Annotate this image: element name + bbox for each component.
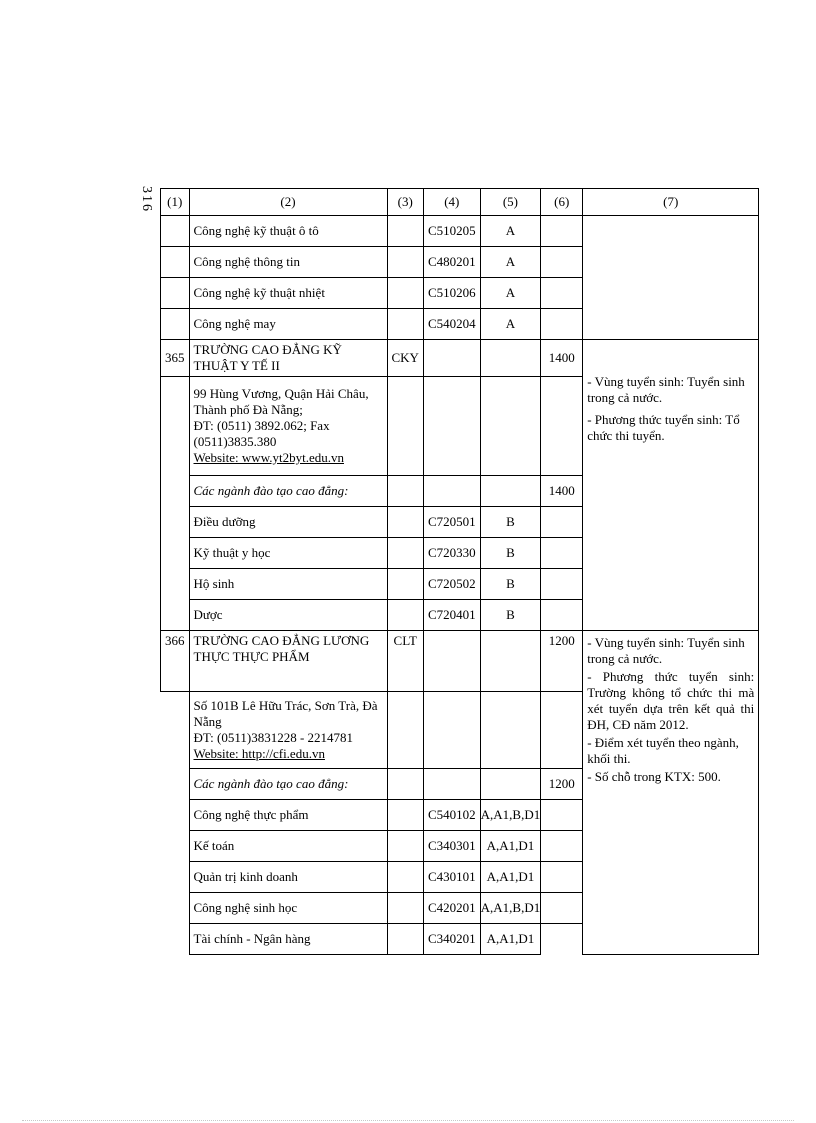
school-name: TRƯỜNG CAO ĐẲNG LƯƠNG THỰC THỰC PHẨM bbox=[189, 631, 387, 692]
program-code: C420201 bbox=[423, 893, 480, 924]
header-row bbox=[161, 189, 759, 216]
address-line: 99 Hùng Vương, Quận Hải Châu, Thành phố Đà Nẵng; bbox=[193, 386, 369, 417]
program-code: C720501 bbox=[423, 507, 480, 538]
school-number: 365 bbox=[161, 340, 190, 377]
program-name: Dược bbox=[189, 600, 387, 631]
program-name: Hộ sinh bbox=[189, 569, 387, 600]
programs-quota: 1200 bbox=[541, 769, 583, 800]
note-line: - Phương thức tuyển sinh: Trường không tổ chức thi mà xét tuyển dựa trên kết quả thi ĐH, CĐ năm 2012. bbox=[587, 669, 755, 732]
exam-block: B bbox=[480, 507, 541, 538]
program-name: Tài chính - Ngân hàng bbox=[189, 924, 387, 955]
school-quota: 1200 bbox=[541, 631, 583, 692]
program-code: C510205 bbox=[423, 216, 480, 247]
exam-block: A,A1,B,D1 bbox=[480, 800, 541, 831]
program-name: Công nghệ may bbox=[189, 309, 387, 340]
program-name: Công nghệ kỹ thuật nhiệt bbox=[189, 278, 387, 309]
exam-block: A bbox=[480, 278, 541, 309]
school-notes bbox=[583, 631, 759, 955]
school-name: TRƯỜNG CAO ĐẲNG KỸ THUẬT Y TẾ II bbox=[189, 340, 387, 377]
note-line: - Số chỗ trong KTX: 500. bbox=[587, 769, 721, 784]
table-row bbox=[161, 216, 759, 247]
note-line: - Phương thức tuyển sinh: Tổ chức thi tuyển. bbox=[587, 412, 740, 443]
col-header-7: (7) bbox=[583, 189, 759, 216]
website-link[interactable]: Website: www.yt2byt.edu.vn bbox=[193, 450, 344, 465]
col-header-4: (4) bbox=[423, 189, 480, 216]
program-name: Công nghệ thực phẩm bbox=[189, 800, 387, 831]
program-code: C480201 bbox=[423, 247, 480, 278]
program-name: Kế toán bbox=[189, 831, 387, 862]
col-header-3: (3) bbox=[387, 189, 423, 216]
exam-block: A bbox=[480, 216, 541, 247]
school-row-366 bbox=[161, 631, 759, 692]
program-name: Kỹ thuật y học bbox=[189, 538, 387, 569]
school-row-365 bbox=[161, 340, 759, 377]
phone-line: ĐT: (0511)3831228 - 2214781 bbox=[193, 730, 354, 745]
programs-quota: 1400 bbox=[541, 476, 583, 507]
website-link[interactable]: Website: http://cfi.edu.vn bbox=[193, 746, 325, 761]
phone-line: ĐT: (0511) 3892.062; Fax (0511)3835.380 bbox=[193, 418, 330, 449]
school-notes bbox=[583, 340, 759, 631]
program-name: Quản trị kinh doanh bbox=[189, 862, 387, 893]
exam-block: A,A1,D1 bbox=[480, 831, 541, 862]
program-code: C720330 bbox=[423, 538, 480, 569]
school-contact bbox=[189, 692, 387, 769]
exam-block: A bbox=[480, 309, 541, 340]
exam-block: B bbox=[480, 600, 541, 631]
programs-label: Các ngành đào tạo cao đẳng: bbox=[189, 769, 387, 800]
program-code: C540102 bbox=[423, 800, 480, 831]
program-code: C340301 bbox=[423, 831, 480, 862]
note-line: - Vùng tuyển sinh: Tuyển sinh trong cả nước. bbox=[587, 374, 745, 405]
exam-block: A,A1,D1 bbox=[480, 862, 541, 893]
program-code: C720502 bbox=[423, 569, 480, 600]
program-code: C430101 bbox=[423, 862, 480, 893]
school-symbol: CKY bbox=[387, 340, 423, 377]
school-number: 366 bbox=[161, 631, 190, 692]
exam-block: A,A1,B,D1 bbox=[480, 893, 541, 924]
program-code: C720401 bbox=[423, 600, 480, 631]
address-line: Số 101B Lê Hữu Trác, Sơn Trà, Đà Nẵng bbox=[193, 698, 378, 729]
school-quota: 1400 bbox=[541, 340, 583, 377]
note-line: - Điểm xét tuyển theo ngành, khối thi. bbox=[587, 735, 739, 766]
program-code: C540204 bbox=[423, 309, 480, 340]
page-bottom-rule bbox=[22, 1120, 794, 1121]
note-line: - Vùng tuyển sinh: Tuyển sinh trong cả nước. bbox=[587, 635, 745, 666]
school-contact bbox=[189, 377, 387, 476]
program-code: C510206 bbox=[423, 278, 480, 309]
programs-label: Các ngành đào tạo cao đẳng: bbox=[189, 476, 387, 507]
admissions-table bbox=[160, 188, 759, 955]
program-name: Điều dưỡng bbox=[189, 507, 387, 538]
exam-block: A bbox=[480, 247, 541, 278]
school-symbol: CLT bbox=[387, 631, 423, 692]
program-name: Công nghệ thông tin bbox=[189, 247, 387, 278]
program-name: Công nghệ sinh học bbox=[189, 893, 387, 924]
col-header-6: (6) bbox=[541, 189, 583, 216]
program-name: Công nghệ kỹ thuật ô tô bbox=[189, 216, 387, 247]
col-header-5: (5) bbox=[480, 189, 541, 216]
page-number: 316 bbox=[139, 186, 154, 213]
exam-block: B bbox=[480, 538, 541, 569]
col-header-1: (1) bbox=[161, 189, 190, 216]
exam-block: A,A1,D1 bbox=[480, 924, 541, 955]
exam-block: B bbox=[480, 569, 541, 600]
program-code: C340201 bbox=[423, 924, 480, 955]
col-header-2: (2) bbox=[189, 189, 387, 216]
